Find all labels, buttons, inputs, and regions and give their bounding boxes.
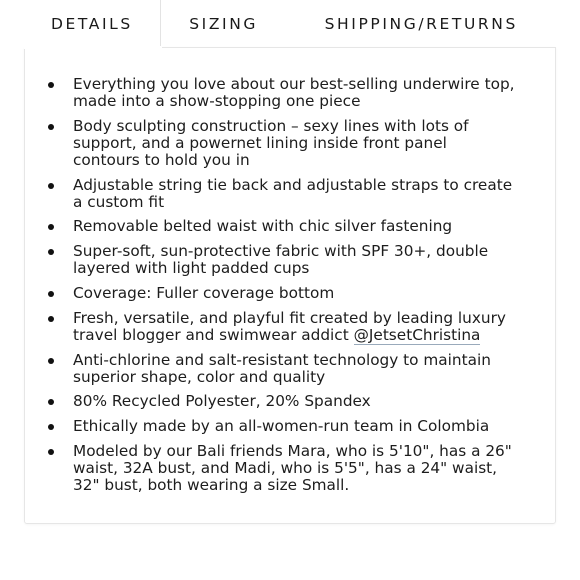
bullet-icon — [48, 183, 54, 189]
list-item — [48, 76, 518, 110]
list-item — [48, 218, 518, 235]
feature-text: 80% Recycled Polyester, 20% Spandex — [73, 392, 371, 411]
tab-shipping-returns[interactable]: SHIPPING/RETURNS — [287, 0, 557, 48]
active-tab-connector — [24, 46, 162, 49]
tab-sizing[interactable]: SIZING — [161, 0, 287, 48]
feature-text: Anti-chlorine and salt-resistant technology to maintain superior shape, color and quality — [73, 350, 491, 386]
bullet-icon — [48, 358, 54, 364]
feature-list — [48, 76, 518, 502]
bullet-icon — [48, 449, 54, 455]
feature-text: Super-soft, sun-protective fabric with SPF 30+, double layered with light padded cups — [73, 242, 489, 278]
designer-handle-link[interactable]: @JetsetChristina — [353, 325, 481, 344]
list-item — [48, 118, 518, 169]
list-item — [48, 393, 518, 410]
list-item — [48, 310, 518, 344]
feature-text: Modeled by our Bali friends Mara, who is 5'10", has a 26" waist, 32A bust, and Madi, who is 5'5", has a 24" waist, 32" bust, both wearing a size Small. — [73, 441, 512, 494]
bullet-icon — [48, 316, 54, 322]
bullet-icon — [48, 249, 54, 255]
list-item — [48, 418, 518, 435]
list-item — [48, 285, 518, 302]
bullet-icon — [48, 82, 54, 88]
bullet-icon — [48, 224, 54, 230]
feature-text: Body sculpting construction – sexy lines with lots of support, and a powernet lining inside front panel contours to hold you in — [73, 116, 469, 169]
list-item — [48, 443, 518, 494]
tab-bar — [24, 0, 556, 48]
feature-text: Everything you love about our best-selling underwire top, made into a show-stopping one piece — [73, 75, 515, 110]
list-item — [48, 352, 518, 386]
feature-text: Adjustable string tie back and adjustable straps to create a custom fit — [73, 175, 513, 211]
bullet-icon — [48, 124, 54, 130]
list-item — [48, 243, 518, 277]
bullet-icon — [48, 291, 54, 297]
feature-text: Removable belted waist with chic silver fastening — [73, 217, 453, 236]
bullet-icon — [48, 399, 54, 405]
tab-details[interactable]: DETAILS — [24, 0, 161, 48]
feature-text: Fresh, versatile, and playful fit created by leading luxury travel blogger and swimwear addict — [73, 308, 506, 344]
feature-text: Coverage: Fuller coverage bottom — [73, 283, 335, 302]
feature-text: Ethically made by an all-women-run team in Colombia — [73, 417, 490, 436]
bullet-icon — [48, 424, 54, 430]
list-item — [48, 177, 518, 211]
